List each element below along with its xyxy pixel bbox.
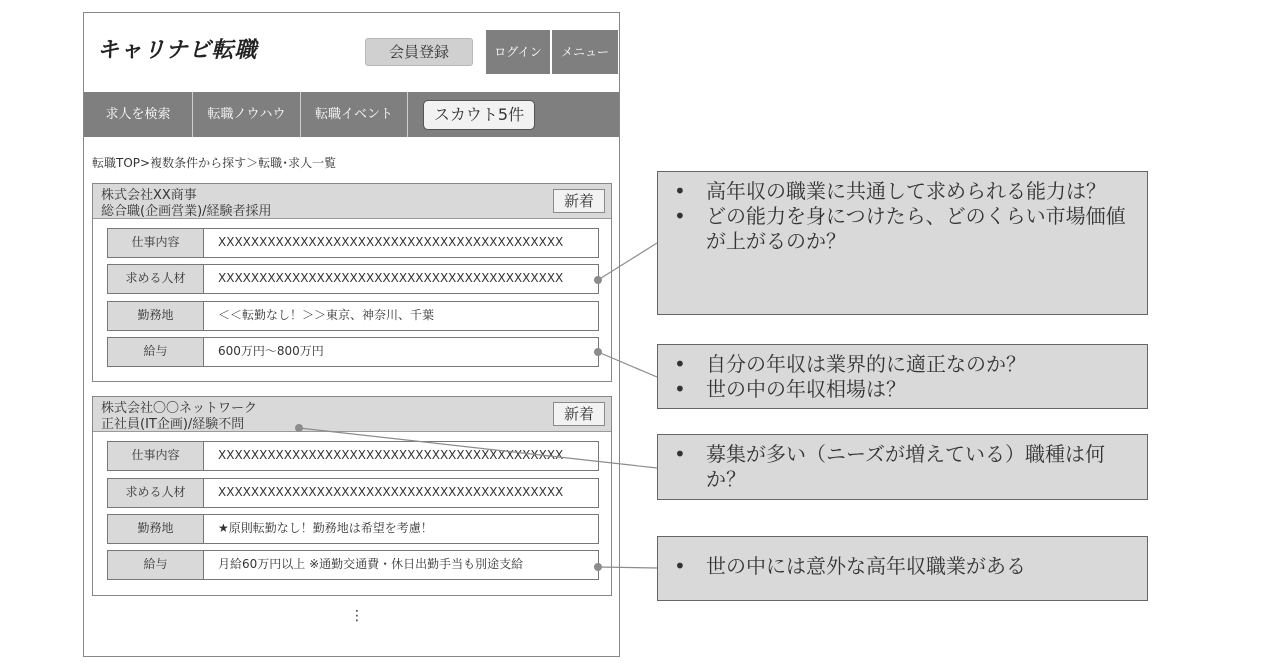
- row-label: 仕事内容: [108, 229, 204, 257]
- scout-button[interactable]: スカウト5件: [423, 100, 535, 130]
- row-label: 給与: [108, 551, 204, 579]
- site-logo[interactable]: キャリナビ転職: [97, 38, 258, 63]
- connector-line: [598, 567, 657, 568]
- connector-line: [299, 428, 657, 468]
- row-label: 勤務地: [108, 302, 204, 330]
- nav-item-job-search[interactable]: 求人を検索: [84, 92, 193, 137]
- connector-dot: [594, 276, 602, 284]
- connector-dot: [295, 424, 303, 432]
- callout-bullet: • 募集が多い（ニーズが増えている）職種は何か？: [672, 442, 1137, 492]
- company-name: 株式会社〇〇ネットワーク: [101, 401, 258, 416]
- row-value: XXXXXXXXXXXXXXXXXXXXXXXXXXXXXXXXXXXXXXXXXX: [218, 448, 564, 462]
- connector-dot: [594, 563, 602, 571]
- login-button[interactable]: ログイン: [486, 30, 550, 74]
- callout-bullet: • 高年収の職業に共通して求められる能力は？: [672, 179, 1137, 204]
- nav-item-know-how[interactable]: 転職ノウハウ: [193, 92, 301, 137]
- callout-bullet: • 自分の年収は業界的に適正なのか？: [672, 352, 1137, 377]
- row-value: ＜＜転勤なし！＞＞東京、神奈川、千葉: [218, 308, 435, 322]
- new-badge: 新着: [553, 402, 605, 426]
- row-label: 仕事内容: [108, 442, 204, 470]
- job-position: 総合職(企画営業)/経験者採用: [101, 204, 272, 219]
- row-value: XXXXXXXXXXXXXXXXXXXXXXXXXXXXXXXXXXXXXXXXXX: [218, 271, 564, 285]
- callout-bullet: • どの能力を身につけたら、どのくらい市場価値が上がるのか？: [672, 204, 1137, 254]
- connector-dot: [594, 348, 602, 356]
- row-label: 給与: [108, 338, 204, 366]
- row-label: 勤務地: [108, 515, 204, 543]
- nav-item-events[interactable]: 転職イベント: [301, 92, 408, 137]
- register-button[interactable]: 会員登録: [365, 38, 473, 66]
- new-badge: 新着: [553, 189, 605, 213]
- breadcrumb[interactable]: 転職TOP>複数条件から探す＞転職･求人一覧: [92, 156, 337, 170]
- row-label: 求める人材: [108, 265, 204, 293]
- menu-button[interactable]: メニュー: [552, 30, 618, 74]
- company-name: 株式会社XX商事: [101, 188, 197, 203]
- row-label: 求める人材: [108, 479, 204, 507]
- row-value: ★原則転勤なし！勤務地は希望を考慮！: [218, 521, 433, 535]
- row-value: XXXXXXXXXXXXXXXXXXXXXXXXXXXXXXXXXXXXXXXXXX: [218, 235, 564, 249]
- job-position: 正社員(IT企画)/経験不問: [101, 417, 245, 432]
- row-value: XXXXXXXXXXXXXXXXXXXXXXXXXXXXXXXXXXXXXXXXXX: [218, 485, 564, 499]
- connector-line: [598, 243, 657, 280]
- more-indicator: ⋮: [350, 608, 364, 624]
- connector-line: [598, 352, 657, 377]
- row-value: 600万円～800万円: [218, 344, 324, 358]
- callout-bullet: • 世の中には意外な高年収職業がある: [672, 554, 1137, 579]
- row-value: 月給60万円以上 ※通勤交通費・休日出勤手当も別途支給: [218, 557, 524, 571]
- callout-bullet: • 世の中の年収相場は？: [672, 377, 1137, 402]
